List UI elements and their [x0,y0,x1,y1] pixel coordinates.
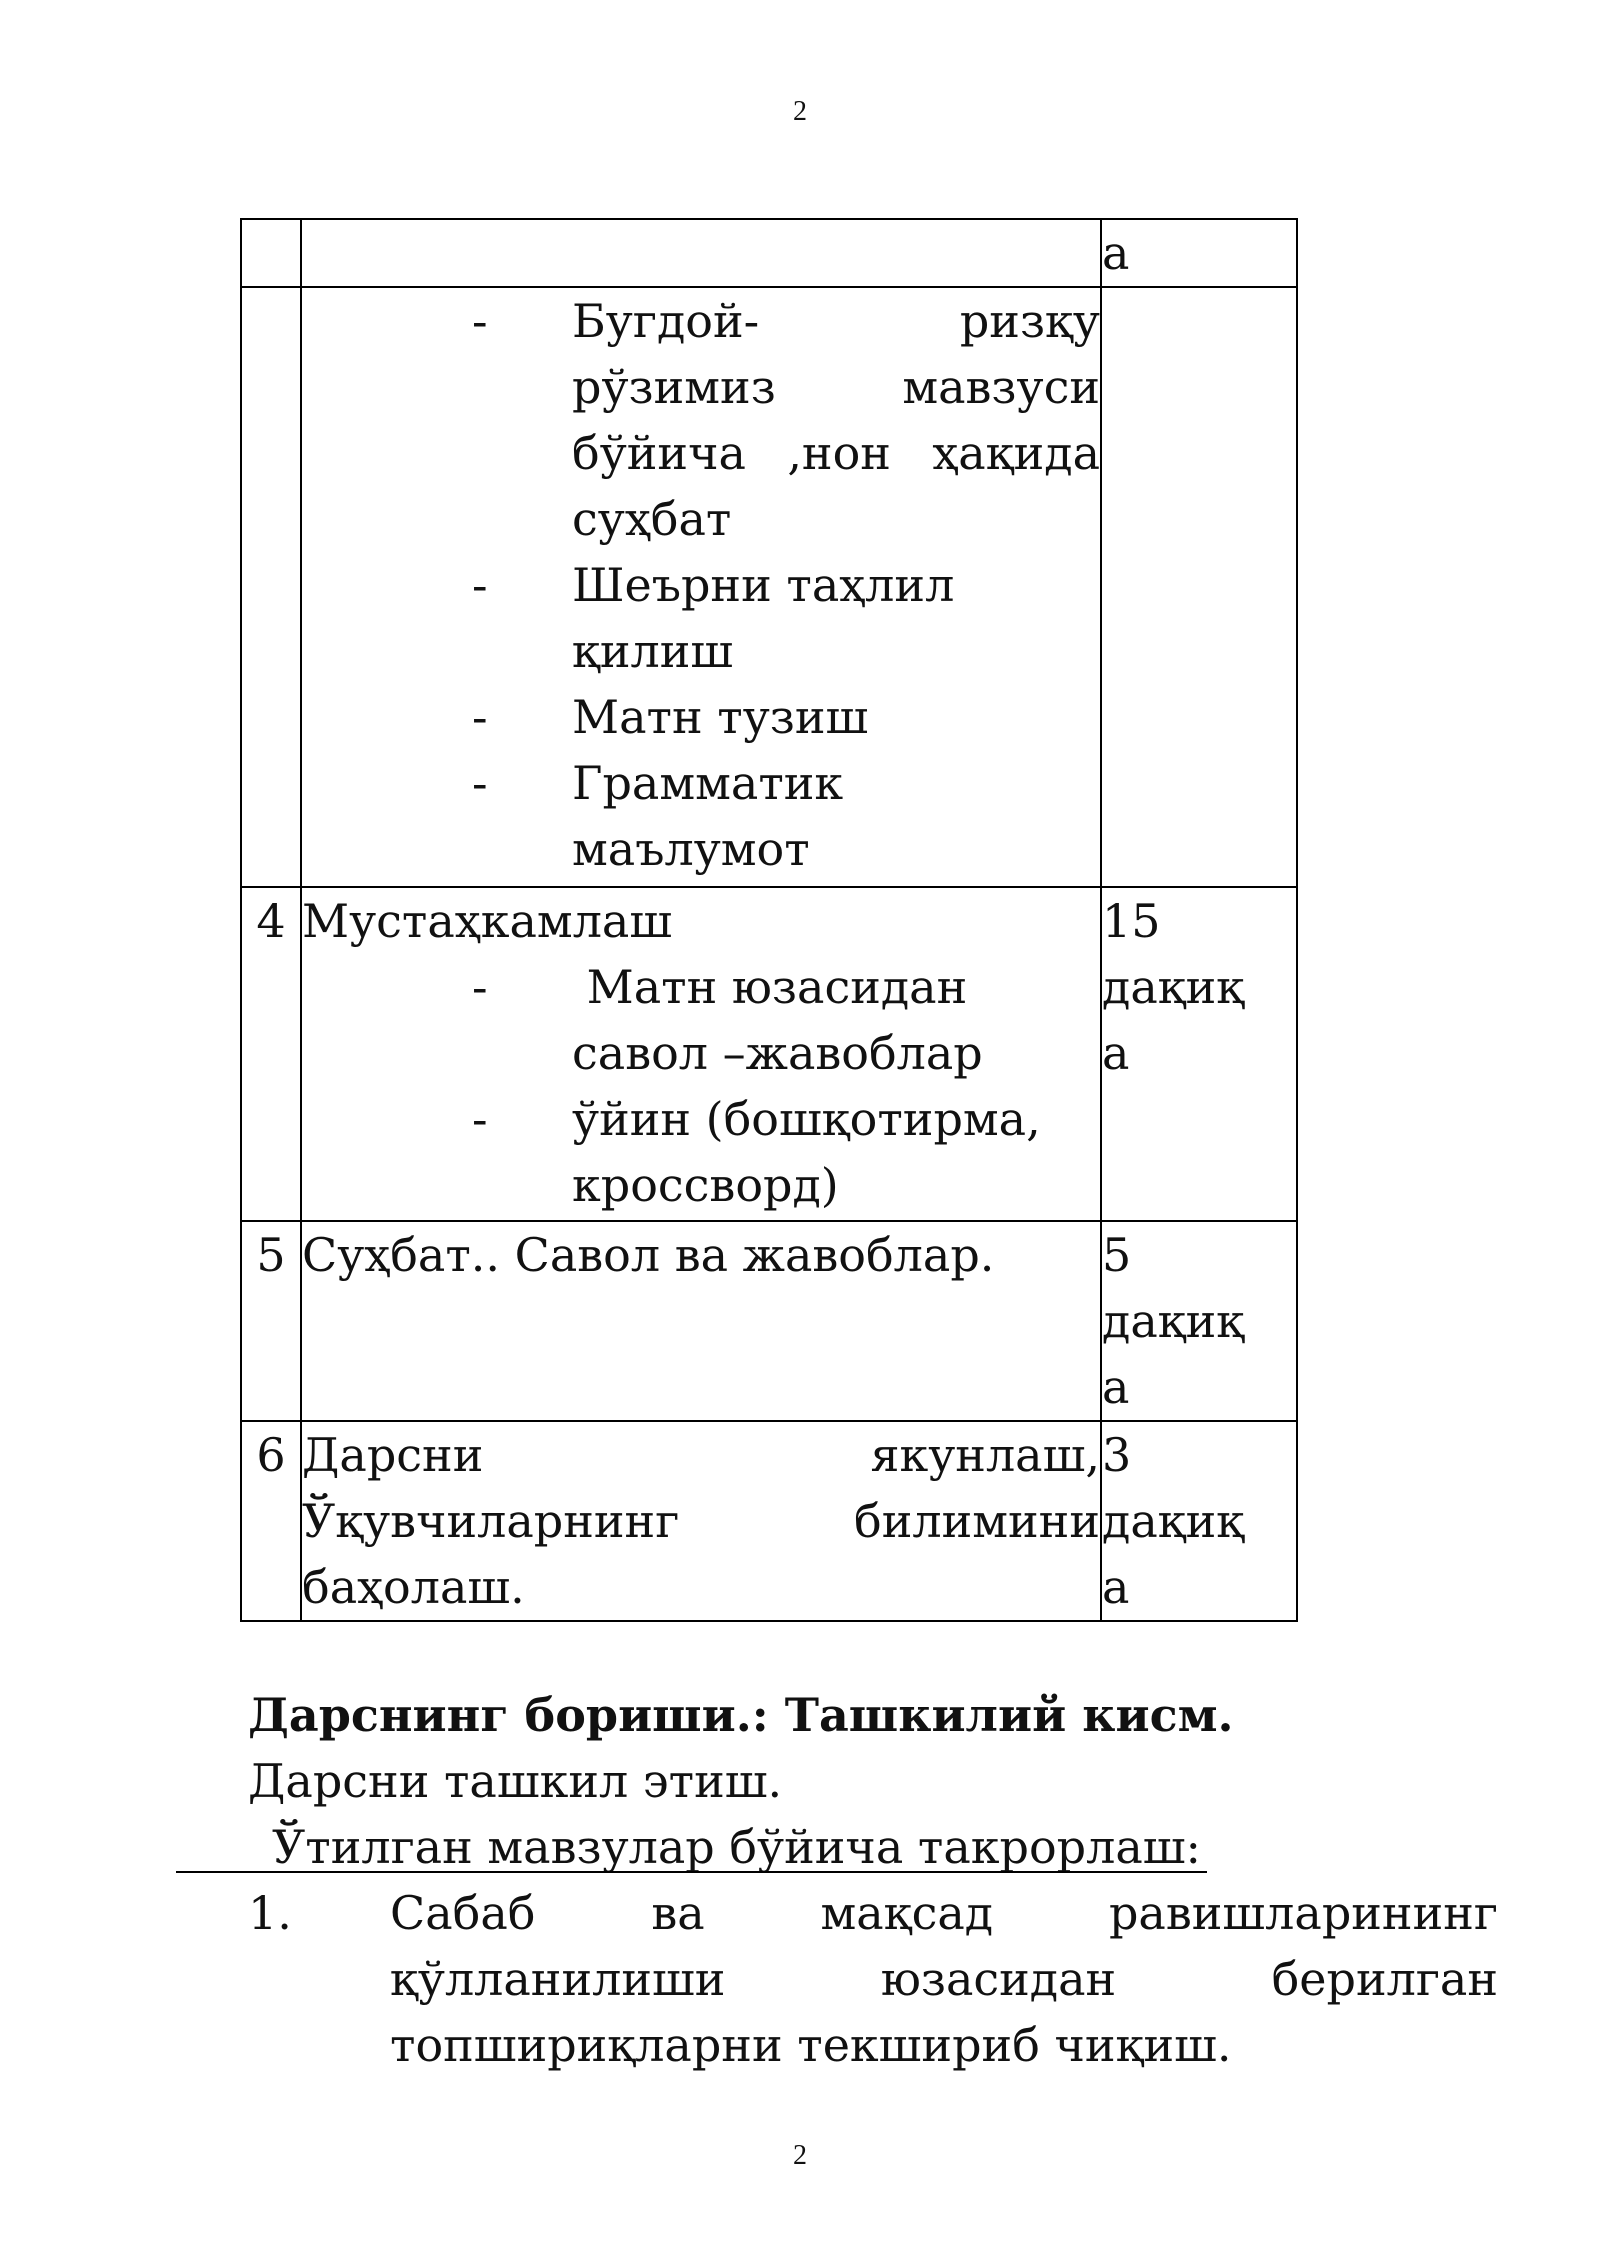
row-title: Мустаҳкамлаш [302,894,673,948]
row-number-cell: 5 [241,1221,301,1421]
row-number-cell [241,287,301,887]
bullet-item: - ўйин (бошқотирма, кроссворд) [302,1086,1100,1218]
content-cell [301,1221,1101,1421]
time-cell: 5 дақиқ а [1101,1221,1297,1421]
bullet-dash: - [472,690,488,744]
section-heading: Дарснинг бориши.: Ташкилий кисм. [248,1688,1234,1742]
page-number-footer: 2 [793,2140,807,2171]
row-number-cell [241,219,301,287]
list-number: 1. [248,1886,292,1940]
table-row [241,287,1297,887]
time-cell: 15 дақиқ а [1101,887,1297,1221]
bullet-item: - Матн тузиш [302,684,1100,750]
bullet-dash: - [472,756,488,810]
row-number-cell: 6 [241,1421,301,1621]
time-cell: а [1101,219,1297,287]
table-row [241,1421,1297,1621]
underline-rule [176,1871,1207,1873]
bullet-dash: - [472,1092,488,1146]
bullet-dash: - [472,960,488,1014]
body-line: Дарсни ташкил этиш. [248,1754,783,1808]
page-number-header: 2 [793,96,807,127]
row-number-cell: 4 [241,887,301,1221]
table-row [241,219,1297,287]
table-row [241,1221,1297,1421]
bullet-dash: - [472,294,488,348]
bullet-item: - Бугдой- ризқу рўзимиз мавзуси бўйича ,нон ҳақида суҳбат [302,288,1100,552]
row-title: Суҳбат.. Савол ва жавоблар. [302,1228,995,1282]
lesson-plan-table [240,218,1298,1622]
bullet-item: - Грамматик маълумот [302,750,1100,882]
bullet-dash: - [472,558,488,612]
content-cell [301,287,1101,887]
bullet-item: - Матн юзасидан савол –жавоблар [302,954,1100,1086]
time-cell [1101,287,1297,887]
content-cell [301,219,1101,287]
content-cell [301,887,1101,1221]
bullet-item: - Шеърни таҳлил қилиш [302,552,1100,684]
content-cell: Дарсни якунлаш, Ўқувчиларнинг билимини баҳолаш. [301,1421,1101,1621]
time-cell: 3 дақиқ а [1101,1421,1297,1621]
table-row [241,887,1297,1221]
lesson-description [248,1682,1498,2078]
numbered-list-item: 1. Сабаб ва мақсад равишларининг қўлланилиши юзасидан берилган топшириқларни текшириб чиқиш. [248,1880,1498,2078]
underlined-line: Ўтилган мавзулар бўйича такрорлаш: [248,1814,1498,1880]
